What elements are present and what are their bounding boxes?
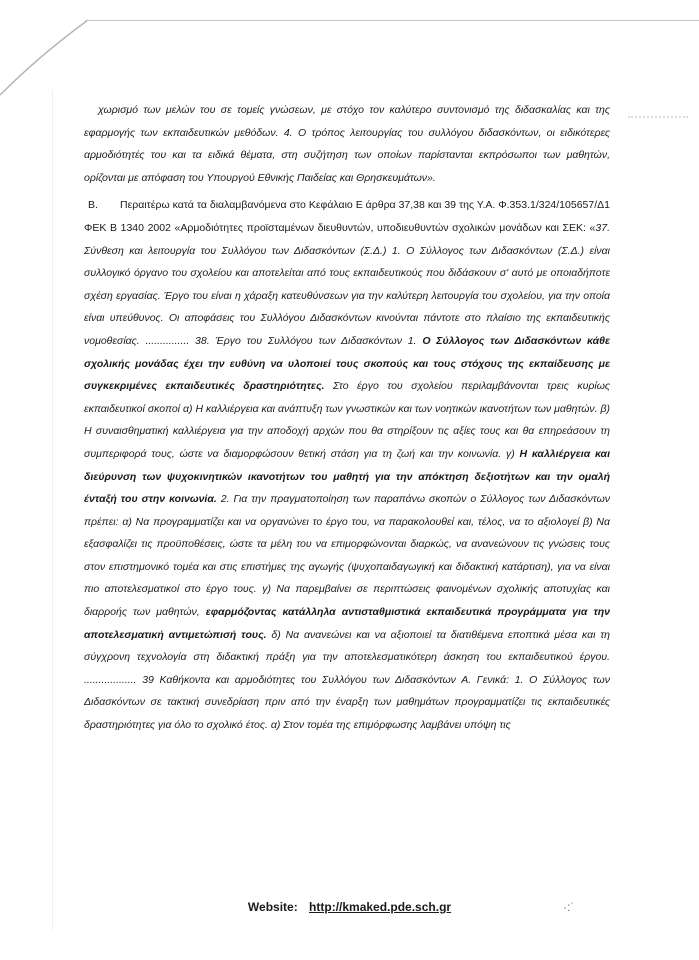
footer-website-link[interactable]: http://kmaked.pde.sch.gr: [309, 900, 452, 914]
body-text: 37. Σύνθεση και λειτουργία του Συλλόγου των Διδασκόντων (Σ.Δ.) 1. Ο Σύλλογος των Διδασκόντων (Σ.Δ.) είναι συλλογικό όργανο του σχολείου και αποτελείται από τους εκπαιδευτικούς που διδάσκουν σ' αυτό με οποιαδήποτε σχέση εργασίας. Έργο του είναι η χάραξη κατευθύνσεων για την καλύτερη λειτουργία του σχολείου, για την οποία είναι υπεύθυνος. Οι αποφάσεις του Συλλόγου Διδασκόντων κινούνται πάντοτε στο πλαίσιο της εκπαιδευτικής νομοθεσίας. ............... 38. Έργο του Συλλόγου των Διδασκόντων 1.: [84, 221, 610, 347]
body-text: δ) Να ανανεώνει και να αξιοποιεί τα διατιθέμενα εποπτικά μέσα και τη σύγχρονη τεχνολογία στη διδακτική πράξη για την αποτελεσματικότερη άσκηση του εκπαιδευτικού έργου. .................. 39 Καθήκοντα και αρμοδιότητες του Συλλόγου των Διδασκόντων Α. Γενικά: 1. Ο Σύλλογος των Διδασκόντων σε τακτική συνεδρίαση πριν από την έναρξη των μαθημάτων προγραμματίζει τις εκπαιδευτικές δραστηριότητες για όλο το σχολικό έτος. α) Στον τομέα της επιμόρφωσης λαμβάνει υπόψη τις: [84, 628, 610, 732]
scan-left-edge: [52, 90, 53, 930]
body-text: Στο έργο του σχολείου περιλαμβάνονται τρεις κυρίως εκπαιδευτικοί σκοποί α) Η καλλιέργεια και ανάπτυξη των γνωστικών και των νοητικών ικανοτήτων των μαθητών. β) Η συναισθηματική καλλιέργεια για την αποδοχή αρχών που θα στηρίξουν τις αξίες τους και θα επηρεάσουν τη συμπεριφορά τους, ώστε να διαμορφώσουν θετική στάση για τη ζωή και την κοινωνία. γ): [84, 380, 610, 460]
page-fold-shadow: [0, 0, 90, 110]
page-footer: [0, 900, 699, 914]
emphasized-text: Η καλλιέργεια και διεύρυνση των ψυχοκινητικών ικανοτήτων του μαθητή για την απόκτηση δεξιοτήτων και την ομαλή ένταξή του στην κοινωνία.: [84, 447, 610, 506]
document-body: [84, 99, 610, 737]
body-text: 2. Για την πραγματοποίηση των παραπάνω σκοπών ο Σύλλογος των Διδασκόντων πρέπει: α) Να προγραμματίζει και να οργανώνει το έργο του, να παρακολουθεί και, τέλος, να το αξιολογεί β) Να εξασφαλίζει τις προϋποθέσεις, ώστε τα μέλη του να επιμορφώνονται διαρκώς, να ανανεώνουν τις γνώσεις τους στον επιστημονικό τομέα και στις επιστήμες της αγωγής (ψυχοπαιδαγωγική και διδακτική κατάρτιση), για να είναι πιο αποτελεσματικοί στο έργο τους. γ) Να παρεμβαίνει σε περιπτώσεις φαινομένων σχολικής αποτυχίας και διαρροής των μαθητών,: [84, 493, 611, 619]
page-mark: ·:˙: [563, 900, 575, 914]
emphasized-text: Ο Σύλλογος των Διδασκόντων κάθε σχολικής μονάδας έχει την ευθύνη να υλοποιεί τους σκοπούς και τους στόχους της εκπαίδευσης με συγκεκριμένες εκπαιδευτικές δραστηριότητες.: [84, 334, 610, 393]
scan-speckle: [628, 116, 688, 120]
paragraph: [84, 99, 610, 189]
emphasized-text: εφαρμόζοντας κατάλληλα αντισταθμιστικά εκπαιδευτικά προγράμματα για την αποτελεσματική αντιμετώπισή τους.: [84, 606, 610, 641]
body-text: Περαιτέρω κατά τα διαλαμβανόμενα στο Κεφάλαιο Ε άρθρα 37,38 και 39 της Υ.Α. Φ.353.1/324/105657/Δ1 ΦΕΚ Β 1340 2002 «Αρμοδιότητες προϊσταμένων διευθυντών, υποδιευθυντών σχολικών μονάδων και ΣΕΚ: «: [84, 199, 610, 234]
paragraph-label: Β.: [88, 199, 98, 212]
scan-top-edge: [85, 20, 699, 21]
paragraph: [84, 194, 610, 736]
footer-label: Website:: [247, 900, 298, 914]
body-text: χωρισμό των μελών του σε τομείς γνώσεων, με στόχο τον καλύτερο συντονισμό της διδασκαλίας και της εφαρμογής των εκπαιδευτικών μεθόδων. 4. Ο τρόπος λειτουργίας του συλλόγου διδασκόντων, οι ειδικότερες αρμοδιότητές του και τα ειδικά θέματα, στη συζήτηση των οποίων παρίστανται εκπρόσωποι των μαθητών, ορίζονται με απόφαση του Υπουργού Εθνικής Παιδείας και Θρησκευμάτων».: [84, 104, 610, 184]
